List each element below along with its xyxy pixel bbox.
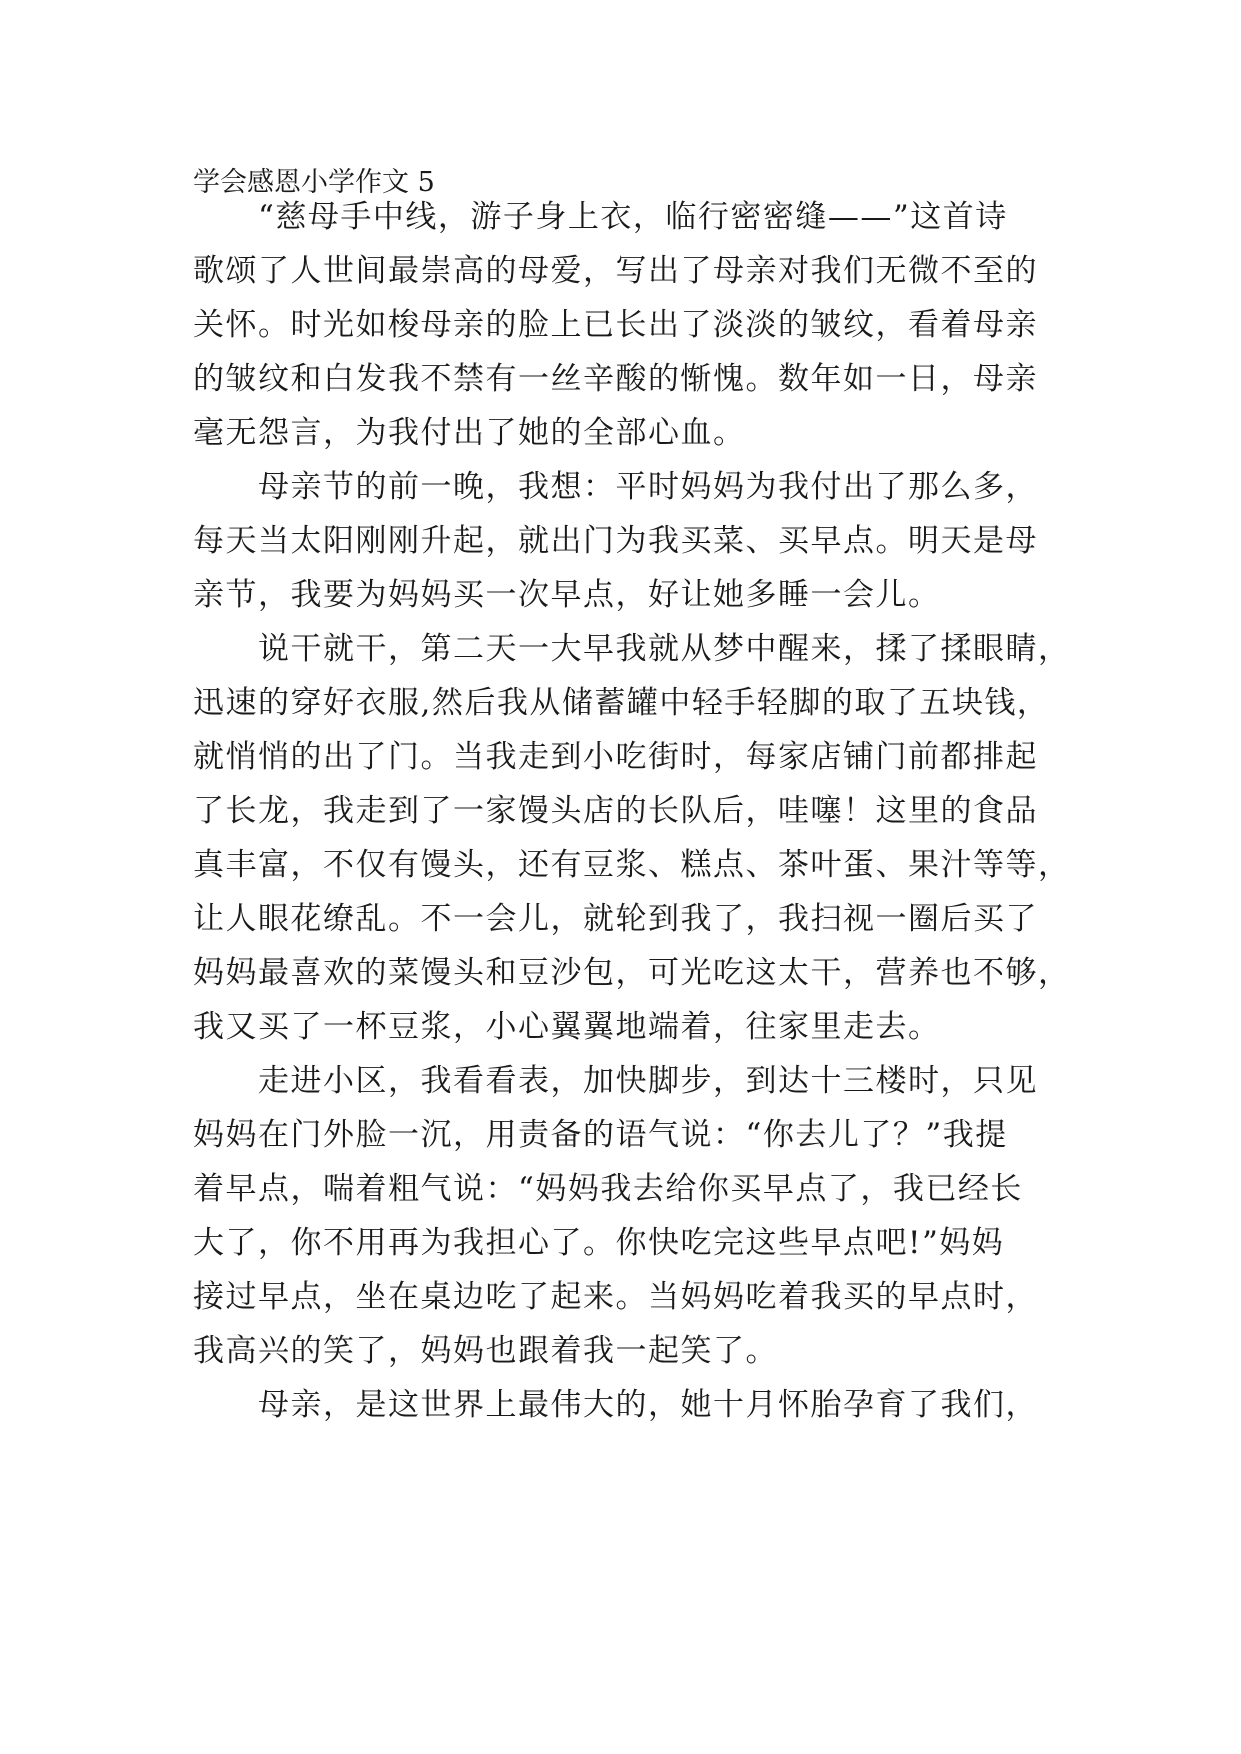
paragraph-line: 母亲节的前一晚，我想：平时妈妈为我付出了那么多， xyxy=(258,469,1038,505)
paragraph-line: 每天当太阳刚刚升起，就出门为我买菜、买早点。明天是母 xyxy=(193,523,1038,559)
paragraph-line: 毫无怨言，为我付出了她的全部心血。 xyxy=(193,415,746,451)
paragraph-line: 了长龙，我走到了一家馒头店的长队后，哇噻！这里的食品 xyxy=(193,793,1038,829)
paragraph-line: 亲节，我要为妈妈买一次早点，好让她多睡一会儿。 xyxy=(193,577,941,613)
paragraph-line: 走进小区，我看看表，加快脚步，到达十三楼时，只见 xyxy=(258,1063,1038,1099)
paragraph-line: 我又买了一杯豆浆，小心翼翼地端着，往家里走去。 xyxy=(193,1009,941,1045)
paragraph-line: 歌颂了人世间最崇高的母爱，写出了母亲对我们无微不至的 xyxy=(193,253,1038,289)
paragraph-line: 说干就干，第二天一大早我就从梦中醒来，揉了揉眼睛， xyxy=(258,631,1071,667)
paragraph-line: 迅速的穿好衣服,然后我从储蓄罐中轻手轻脚的取了五块钱， xyxy=(193,685,1050,721)
paragraph-line: 关怀。时光如梭母亲的脸上已长出了淡淡的皱纹，看着母亲 xyxy=(193,307,1038,343)
paragraph-line: “慈母手中线，游子身上衣，临行密密缝——”这首诗 xyxy=(258,199,1008,235)
document-title: 学会感恩小学作文 5 xyxy=(193,167,435,198)
paragraph-line: 母亲，是这世界上最伟大的，她十月怀胎孕育了我们， xyxy=(258,1387,1038,1423)
paragraph-line: 就悄悄的出了门。当我走到小吃街时，每家店铺门前都排起 xyxy=(193,739,1038,775)
paragraph-line: 接过早点，坐在桌边吃了起来。当妈妈吃着我买的早点时， xyxy=(193,1279,1038,1315)
paragraph-line: 大了，你不用再为我担心了。你快吃完这些早点吧!”妈妈 xyxy=(193,1225,1005,1261)
paragraph-line: 我高兴的笑了，妈妈也跟着我一起笑了。 xyxy=(193,1333,778,1369)
paragraph-line: 的皱纹和白发我不禁有一丝辛酸的惭愧。数年如一日，母亲 xyxy=(193,361,1038,397)
paragraph-line: 妈妈最喜欢的菜馒头和豆沙包，可光吃这太干，营养也不够， xyxy=(193,955,1071,991)
paragraph-line: 让人眼花缭乱。不一会儿，就轮到我了，我扫视一圈后买了 xyxy=(193,901,1038,937)
paragraph-line: 妈妈在门外脸一沉，用责备的语气说：“你去儿了？”我提 xyxy=(193,1117,1008,1153)
paragraph-line: 真丰富，不仅有馒头，还有豆浆、糕点、茶叶蛋、果汁等等， xyxy=(193,847,1071,883)
paragraph-line: 着早点，喘着粗气说：“妈妈我去给你买早点了，我已经长 xyxy=(193,1171,1023,1207)
